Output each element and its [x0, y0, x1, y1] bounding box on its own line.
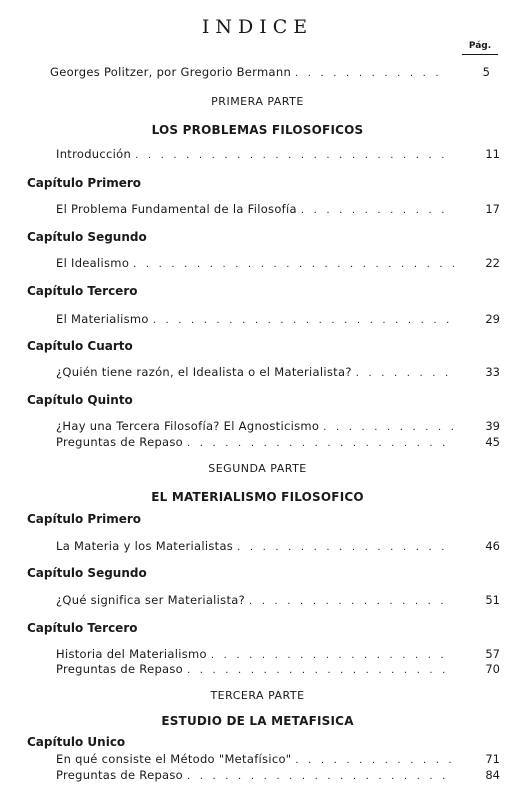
- chapter-heading: Capítulo Primero: [27, 176, 142, 190]
- toc-entry-page: 11: [485, 147, 500, 161]
- dot-leader: [237, 540, 454, 556]
- chapter-heading: Capítulo Unico: [27, 735, 126, 749]
- dot-leader: [135, 148, 454, 164]
- chapter-heading: Capítulo Segundo: [27, 566, 147, 580]
- toc-entry-page: 57: [485, 647, 500, 661]
- toc-entry-label: En qué consiste el Método "Metafísico": [56, 752, 292, 766]
- toc-entry-page: 51: [485, 593, 500, 607]
- toc-entry-page: 5: [482, 65, 490, 79]
- chapter-heading: Capítulo Tercero: [27, 284, 138, 298]
- toc-entry-page: 29: [485, 312, 500, 326]
- toc-entry-label: Preguntas de Repaso: [56, 435, 184, 449]
- toc-entry-page: 33: [485, 365, 500, 379]
- toc-entry-page: 70: [485, 662, 500, 676]
- part-label: SEGUNDA PARTE: [208, 462, 307, 475]
- toc-entry-label: Georges Politzer, por Gregorio Bermann: [50, 65, 292, 79]
- toc-entry: [56, 418, 500, 434]
- dot-leader: [187, 663, 454, 679]
- toc-entry-page: 46: [485, 539, 500, 553]
- toc-entry: [56, 592, 500, 608]
- page-column-header: Pág.: [462, 41, 498, 55]
- dot-leader: [187, 769, 454, 785]
- toc-entry-page: 45: [485, 435, 500, 449]
- dot-leader: [356, 366, 454, 382]
- toc-entry: [56, 661, 500, 677]
- toc-entry: [50, 64, 490, 80]
- toc-entry-page: 39: [485, 419, 500, 433]
- toc-entry: [56, 767, 500, 783]
- part-title: EL MATERIALISMO FILOSOFICO: [151, 490, 364, 504]
- part-label: PRIMERA PARTE: [211, 95, 304, 108]
- toc-entry-page: 22: [485, 256, 500, 270]
- toc-entry-page: 71: [485, 752, 500, 766]
- dot-leader: [153, 313, 454, 329]
- chapter-heading: Capítulo Tercero: [27, 621, 138, 635]
- toc-entry-label: El Materialismo: [56, 312, 149, 326]
- toc-entry-label: Historia del Materialismo: [56, 647, 207, 661]
- toc-entry: [56, 751, 500, 767]
- toc-entry-label: Introducción: [56, 147, 132, 161]
- toc-entry-label: ¿Qué significa ser Materialista?: [56, 593, 246, 607]
- dot-leader: [301, 203, 454, 219]
- chapter-heading: Capítulo Quinto: [27, 393, 133, 407]
- toc-entry: [56, 311, 500, 327]
- toc-entry: [56, 255, 500, 271]
- part-title: ESTUDIO DE LA METAFISICA: [161, 714, 354, 728]
- toc-entry: [56, 538, 500, 554]
- part-title: LOS PROBLEMAS FILOSOFICOS: [151, 123, 364, 137]
- index-title: INDICE: [201, 16, 314, 38]
- chapter-heading: Capítulo Primero: [27, 512, 142, 526]
- dot-leader: [133, 257, 454, 273]
- toc-entry: [56, 364, 500, 380]
- toc-entry-label: El Idealismo: [56, 256, 130, 270]
- toc-entry-label: Preguntas de Repaso: [56, 662, 184, 676]
- dot-leader: [187, 436, 454, 452]
- part-label: TERCERA PARTE: [210, 689, 305, 702]
- chapter-heading: Capítulo Cuarto: [27, 339, 133, 353]
- toc-entry-label: ¿Quién tiene razón, el Idealista o el Materialista?: [56, 365, 352, 379]
- toc-entry-label: Preguntas de Repaso: [56, 768, 184, 782]
- toc-entry-label: La Materia y los Materialistas: [56, 539, 234, 553]
- toc-entry: [56, 201, 500, 217]
- toc-entry-label: El Problema Fundamental de la Filosofía: [56, 202, 297, 216]
- toc-entry: [56, 646, 500, 662]
- dot-leader: [295, 66, 444, 82]
- toc-entry-page: 17: [485, 202, 500, 216]
- chapter-heading: Capítulo Segundo: [27, 230, 147, 244]
- toc-entry: [56, 434, 500, 450]
- toc-entry: [56, 146, 500, 162]
- toc-entry-page: 84: [485, 768, 500, 782]
- dot-leader: [249, 594, 454, 610]
- toc-entry-label: ¿Hay una Tercera Filosofía? El Agnosticismo: [56, 419, 320, 433]
